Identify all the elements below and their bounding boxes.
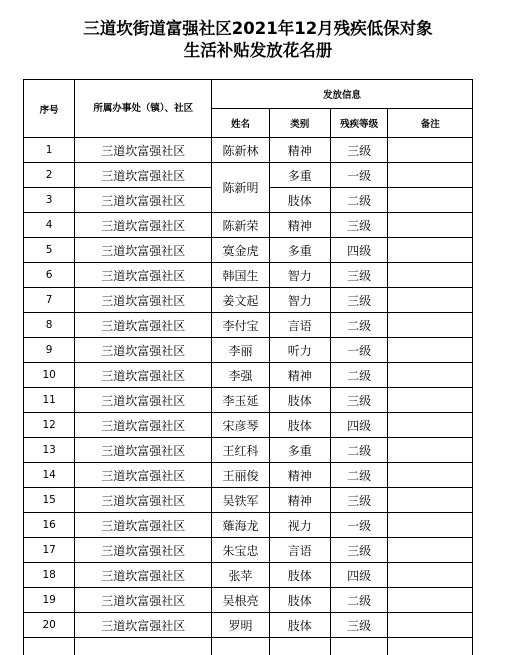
header-seq: 序号	[24, 80, 75, 138]
cell-remark	[388, 588, 473, 613]
cell-remark	[388, 213, 473, 238]
table-row	[24, 513, 473, 538]
cell-office: 三道坎富强社区	[75, 563, 212, 588]
cell-office: 三道坎富强社区	[75, 363, 212, 388]
cell-level: 四级	[330, 238, 388, 263]
table-row	[24, 338, 473, 363]
cell-office: 三道坎富强社区	[75, 138, 212, 163]
title-line-2: 生活补贴发放花名册	[0, 40, 516, 62]
cell-category: 精神	[269, 138, 330, 163]
cell-remark	[388, 488, 473, 513]
cell-level: 三级	[330, 388, 388, 413]
cell-name: 寞金虎	[212, 238, 270, 263]
cell-seq: 3	[24, 188, 75, 213]
cell-seq: 11	[24, 388, 75, 413]
cell-level: 二级	[330, 463, 388, 488]
cell-office: 三道坎富强社区	[75, 413, 212, 438]
cell-office: 三道坎富强社区	[75, 588, 212, 613]
cell-level: 三级	[330, 488, 388, 513]
cell-category: 多重	[269, 438, 330, 463]
cell-remark	[388, 238, 473, 263]
cell-category: 精神	[269, 488, 330, 513]
cell-name: 宋彦琴	[212, 413, 270, 438]
table-row	[24, 213, 473, 238]
cell-seq: 20	[24, 613, 75, 638]
cell-office: 三道坎富强社区	[75, 613, 212, 638]
table-row	[24, 438, 473, 463]
cell-seq: 2	[24, 163, 75, 188]
cell-remark	[388, 413, 473, 438]
cell-level: 三级	[330, 613, 388, 638]
cell-office: 三道坎富强社区	[75, 338, 212, 363]
cell-level: 一级	[330, 513, 388, 538]
cell-name: 陈新荣	[212, 213, 270, 238]
cell-name: 王红科	[212, 438, 270, 463]
empty-cell	[24, 638, 75, 655]
cell-level: 二级	[330, 188, 388, 213]
table-row	[24, 488, 473, 513]
cell-category: 视力	[269, 513, 330, 538]
table-row	[24, 413, 473, 438]
cell-remark	[388, 138, 473, 163]
header-category: 类别	[269, 109, 330, 138]
subsidy-roster-table	[23, 79, 473, 655]
table-continuation-row	[24, 638, 473, 655]
header-level: 残疾等级	[330, 109, 388, 138]
header-office: 所属办事处（镇）、社区	[75, 80, 212, 138]
table-row	[24, 138, 473, 163]
cell-office: 三道坎富强社区	[75, 163, 212, 188]
cell-name: 吴根亮	[212, 588, 270, 613]
cell-remark	[388, 388, 473, 413]
cell-category: 肢体	[269, 563, 330, 588]
empty-cell	[212, 638, 270, 655]
cell-category: 智力	[269, 263, 330, 288]
cell-office: 三道坎富强社区	[75, 263, 212, 288]
cell-remark	[388, 513, 473, 538]
cell-level: 三级	[330, 213, 388, 238]
cell-level: 一级	[330, 163, 388, 188]
cell-level: 一级	[330, 338, 388, 363]
table-row	[24, 563, 473, 588]
cell-category: 肢体	[269, 188, 330, 213]
table-row	[24, 313, 473, 338]
cell-seq: 6	[24, 263, 75, 288]
header-name: 姓名	[212, 109, 270, 138]
cell-category: 肢体	[269, 388, 330, 413]
table-row	[24, 588, 473, 613]
cell-seq: 8	[24, 313, 75, 338]
table-row	[24, 613, 473, 638]
cell-category: 精神	[269, 363, 330, 388]
cell-office: 三道坎富强社区	[75, 513, 212, 538]
cell-name: 姜文起	[212, 288, 270, 313]
cell-level: 三级	[330, 263, 388, 288]
cell-name: 朱宝忠	[212, 538, 270, 563]
cell-name: 韩国生	[212, 263, 270, 288]
cell-office: 三道坎富强社区	[75, 313, 212, 338]
cell-seq: 12	[24, 413, 75, 438]
table-row	[24, 263, 473, 288]
cell-remark	[388, 363, 473, 388]
table-row	[24, 538, 473, 563]
cell-category: 多重	[269, 238, 330, 263]
empty-cell	[388, 638, 473, 655]
cell-remark	[388, 538, 473, 563]
cell-seq: 18	[24, 563, 75, 588]
document-title	[0, 18, 516, 62]
cell-category: 听力	[269, 338, 330, 363]
cell-category: 肢体	[269, 413, 330, 438]
cell-level: 二级	[330, 438, 388, 463]
cell-remark	[388, 338, 473, 363]
cell-name: 罗明	[212, 613, 270, 638]
title-line-1: 三道坎街道富强社区2021年12月残疾低保对象	[0, 18, 516, 40]
cell-name: 王丽俊	[212, 463, 270, 488]
cell-seq: 4	[24, 213, 75, 238]
cell-remark	[388, 288, 473, 313]
cell-seq: 7	[24, 288, 75, 313]
cell-name: 李强	[212, 363, 270, 388]
header-remark: 备注	[388, 109, 473, 138]
table-row	[24, 363, 473, 388]
table-row	[24, 388, 473, 413]
cell-name: 李付宝	[212, 313, 270, 338]
cell-remark	[388, 163, 473, 188]
cell-office: 三道坎富强社区	[75, 288, 212, 313]
cell-remark	[388, 563, 473, 588]
cell-name: 张苹	[212, 563, 270, 588]
cell-remark	[388, 613, 473, 638]
cell-seq: 13	[24, 438, 75, 463]
table-row	[24, 288, 473, 313]
cell-level: 三级	[330, 538, 388, 563]
cell-seq: 10	[24, 363, 75, 388]
cell-category: 肢体	[269, 588, 330, 613]
cell-office: 三道坎富强社区	[75, 213, 212, 238]
cell-seq: 14	[24, 463, 75, 488]
cell-remark	[388, 438, 473, 463]
empty-cell	[75, 638, 212, 655]
header-group: 发放信息	[212, 80, 473, 109]
cell-office: 三道坎富强社区	[75, 438, 212, 463]
cell-name: 李玉延	[212, 388, 270, 413]
cell-name: 李丽	[212, 338, 270, 363]
cell-category: 多重	[269, 163, 330, 188]
cell-office: 三道坎富强社区	[75, 388, 212, 413]
cell-level: 三级	[330, 138, 388, 163]
empty-cell	[269, 638, 330, 655]
empty-cell	[330, 638, 388, 655]
cell-seq: 19	[24, 588, 75, 613]
table-row	[24, 163, 473, 188]
cell-remark	[388, 463, 473, 488]
cell-seq: 1	[24, 138, 75, 163]
cell-seq: 9	[24, 338, 75, 363]
header-row-1	[24, 80, 473, 109]
cell-level: 二级	[330, 313, 388, 338]
cell-remark	[388, 188, 473, 213]
cell-level: 三级	[330, 288, 388, 313]
cell-name: 陈新明	[212, 163, 270, 213]
cell-level: 二级	[330, 363, 388, 388]
cell-office: 三道坎富强社区	[75, 488, 212, 513]
cell-level: 四级	[330, 413, 388, 438]
cell-level: 四级	[330, 563, 388, 588]
cell-category: 精神	[269, 213, 330, 238]
cell-office: 三道坎富强社区	[75, 463, 212, 488]
cell-category: 肢体	[269, 613, 330, 638]
cell-remark	[388, 263, 473, 288]
cell-office: 三道坎富强社区	[75, 238, 212, 263]
cell-office: 三道坎富强社区	[75, 538, 212, 563]
cell-name: 陈新林	[212, 138, 270, 163]
cell-office: 三道坎富强社区	[75, 188, 212, 213]
cell-category: 精神	[269, 463, 330, 488]
cell-category: 言语	[269, 538, 330, 563]
cell-category: 言语	[269, 313, 330, 338]
cell-name: 吴铁军	[212, 488, 270, 513]
table-row	[24, 463, 473, 488]
cell-seq: 5	[24, 238, 75, 263]
cell-seq: 17	[24, 538, 75, 563]
cell-level: 二级	[330, 588, 388, 613]
cell-seq: 15	[24, 488, 75, 513]
cell-category: 智力	[269, 288, 330, 313]
table-row	[24, 238, 473, 263]
cell-name: 薙海龙	[212, 513, 270, 538]
cell-seq: 16	[24, 513, 75, 538]
cell-remark	[388, 313, 473, 338]
